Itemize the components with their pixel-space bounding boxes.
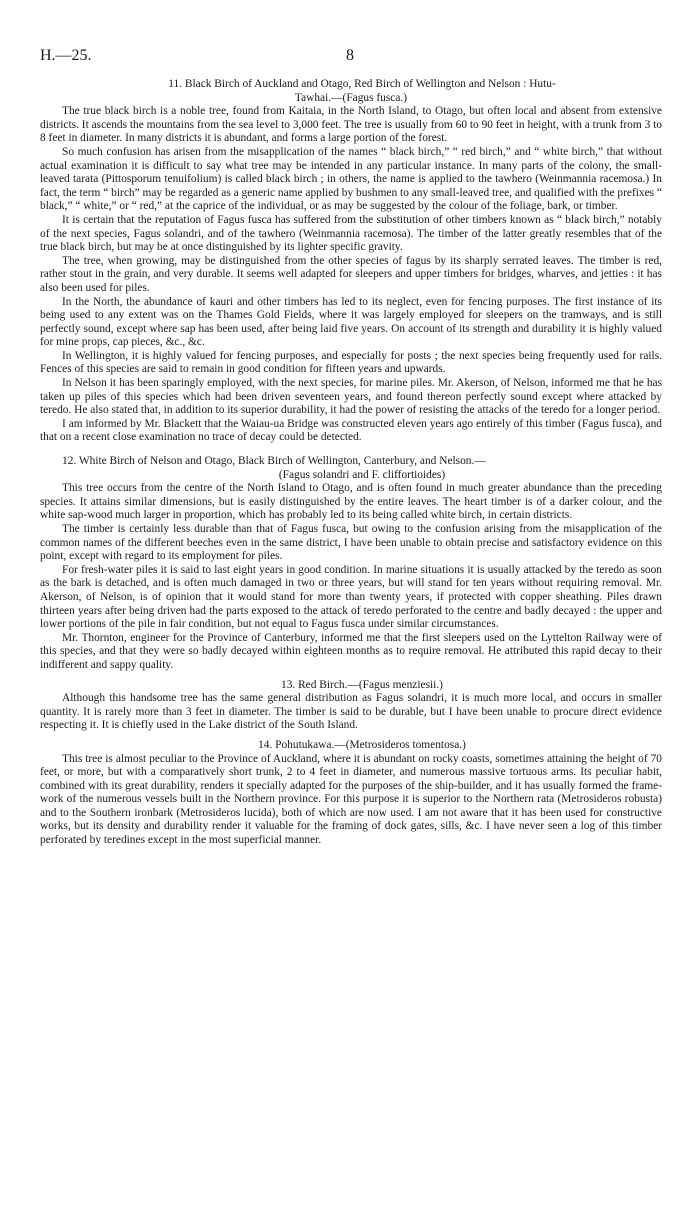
paragraph: Although this handsome tree has the same general distribution as Fagus solandri, it is much more local, and occurs in smaller quantity. It is rarely more than 3 feet in diameter. The timber is said to be durable, but I have been unable to procure direct evidence respecting it. It is chiefly used in the Lake district of the South Island. [40,692,662,732]
paragraph: The tree, when growing, may be distinguished from the other species of fagus by its sharply serrated leaves. The timber is red, rather stout in the grain, and very durable. It seems well adapted for sleepers and upper timbers for bridges, wharves, and jetties : it has also been used for piles. [40,254,662,294]
paragraph: In Nelson it has been sparingly employed, with the next species, for marine piles. Mr. Akerson, of Nelson, informed me that he has taken up piles of this species which had been driven seventeen years, and found thereon perfectly sound except where attacked by teredo. He also stated that, in addition to its superior durability, it had the power of resisting the attacks of the teredo for a longer period. [40,377,662,417]
section-pohutukawa [40,739,662,848]
paragraph: The timber is certainly less durable than that of Fagus fusca, but owing to the confusion arising from the misapplication of the common names of the different beeches even in the same district, I have been unable to obtain precise and satisfactory evidence on this point, except with regard to its employment for piles. [40,523,662,563]
document-body [40,78,662,848]
document-reference: H.—25. [40,47,92,64]
paragraph: For fresh-water piles it is said to last eight years in good condition. In marine situations it is usually attacked by the teredo as soon as the bark is detached, and is often much damaged in two or three years, but will stand for ten years without requiring removal. Mr. Akerson, of Nelson, is of opinion that it would stand for more than twenty years, if protected with copper sheathing. Piles drawn thirteen years after being driven had the parts exposed to the attack of teredo perforated to the centre and badly decayed : the upper and lower portions of the pile in fair condition, but not equal to Fagus fusca under similar circumstances. [40,563,662,631]
paragraph: The true black birch is a noble tree, found from Kaitaia, in the North Island, to Otago, but often local and absent from extensive districts. It ascends the mountains from the sea level to 3,000 feet. The tree is usually from 60 to 90 feet in height, with a trunk from 3 to 8 feet in diameter. In many districts it is abundant, and forms a large portion of the forest. [40,105,662,145]
section-heading: 14. Pohutukawa.—(Metrosideros tomentosa.) [258,738,466,751]
paragraph: This tree is almost peculiar to the Province of Auckland, where it is abundant on rocky coasts, sometimes attaining the height of 70 feet, or more, but with a comparatively short trunk, 2 to 4 feet in diameter, and numerous massive tortuous arms. Its peculiar habit, combined with its great durability, renders it specially adapted for the purposes of the ship-builder, and it has usually formed the frame-work of the numerous vessels built in the Northern province. For this purpose it is superior to the Northern rata (Metrosideros robusta) and to the Southern ironbark (Metrosideros lucida), both of which are now used. I am not aware that it has been used for constructive works, but its density and durability render it valuable for the framing of dock gates, sills, &c. I have never seen a log of this timber perforated by teredines except in the most superficial manner. [40,752,662,847]
section-black-birch [40,78,662,445]
paragraph: In the North, the abundance of kauri and other timbers has led to its neglect, even for fencing purposes. The first instance of its being used to any extent was on the Thames Gold Fields, where it was largely employed for sleepers on the tramways, and is still perfectly sound, except where sap has been used, after being laid five years. On account of its strength and durability it is highly valued for mine props, cap pieces, &c., &c. [40,295,662,349]
section-heading-line-2: Tawhai.—(Fagus fusca.) [294,91,408,104]
paragraph: It is certain that the reputation of Fagus fusca has suffered from the substitution of other timbers known as “ black birch,” notably of the next species, Fagus solandri, and of the tawhero (Weinmannia racemosa). The timber of the latter greatly resembles that of the true black birch, but may be at once distinguished by its lighter specific gravity. [40,213,662,254]
paragraph: Mr. Thornton, engineer for the Province of Canterbury, informed me that the first sleepers used on the Lyttelton Railway were of this species, and that they were so badly decayed within eighteen months as to require removal. He attributed this rapid decay to their indifferent and sappy quality. [40,631,662,671]
page-number: 8 [346,47,354,64]
paragraph: I am informed by Mr. Blackett that the Waiau-ua Bridge was constructed eleven years ago entirely of this timber (Fagus fusca), and that on a recent close examination no trace of decay could be detected. [40,417,662,444]
section-heading-line: 11. Black Birch of Auckland and Otago, Red Birch of Wellington and Nelson : Hutu- [168,78,556,90]
section-heading-line: 12. White Birch of Nelson and Otago, Black Birch of Wellington, Canterbury, and Nelson.— [62,455,486,468]
section-heading [40,455,662,482]
paragraph: So much confusion has arisen from the misapplication of the names “ black birch,” “ red birch,” and “ white birch,” that without actual examination it is difficult to say what tree may be intended in any particular instance. In many parts of the colony, the small-leaved tarata (Pittosporum tenuifolium) is called black birch ; in others, the name is applied to the tawhero (Weinmannia racemosa.) In fact, the term “ birch” may be regarded as a generic name applied by bushmen to any small-leaved tree, and qualified with the prefixes “ black,” “ white,” or “ red,” at the caprice of the individual, or as may be suggested by the colour of the foliage, bark, or timber. [40,145,662,213]
section-heading-line-2: (Fagus solandri and F. cliffortioides) [278,468,446,481]
paragraph: In Wellington, it is highly valued for fencing purposes, and especially for posts ; the next species being frequently used for rails. Fences of this species are said to remain in good condition for fifteen years and upwards. [40,349,662,376]
section-white-birch [40,455,662,673]
paragraph: This tree occurs from the centre of the North Island to Otago, and is often found in much greater abundance than the preceding species. It attains similar dimensions, but is easily distinguished by the entire leaves. The heart timber is of a darker colour, and the white sap-wood much larger in proportion, which has probably led to its being called white birch, in certain districts. [40,482,662,522]
page-header [40,47,660,69]
section-red-birch [40,679,662,733]
section-heading [40,78,662,105]
section-heading: 13. Red Birch.—(Fagus menziesii.) [281,678,443,691]
